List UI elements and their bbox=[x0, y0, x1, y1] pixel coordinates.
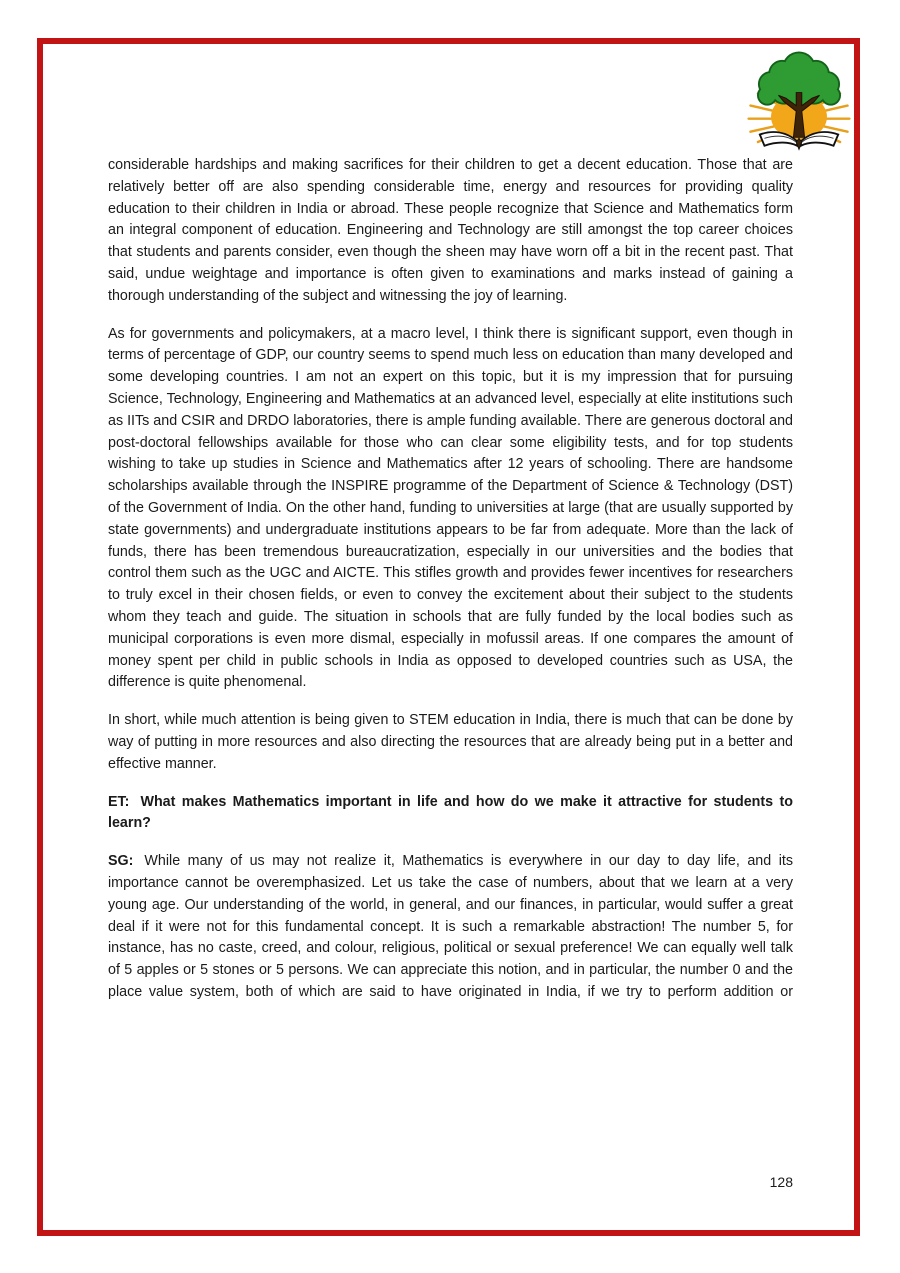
tree-book-logo-icon bbox=[742, 44, 856, 156]
interviewee-answer bbox=[108, 851, 793, 1004]
speaker-label-et: ET: bbox=[108, 793, 130, 810]
paragraph-stem-summary: In short, while much attention is being given to STEM education in India, there is much that can be done by way of putting in more resources and also directing the resources that are already being put in a better and effective manner. bbox=[108, 712, 793, 772]
answer-text: While many of us may not realize it, Mathematics is everywhere in our day to day life, and its importance cannot be overemphasized. Let us take the case of numbers, about that we learn at a very young age. Our understanding of the world, in general, and our finances, in particular, would suffer a great deal if it were not for this fundamental concept. It is such a remarkable abstraction! The number 5, for instance, has no caste, creed, and colour, religious, political or sexual preference! We can equally well talk of 5 apples or 5 stones or 5 persons. We can appreciate this notion, and in particular, the number 0 and the place value system, both of which are said to have originated in India, if we try to perform addition or bbox=[108, 853, 793, 1000]
page-body-text bbox=[108, 155, 793, 1020]
paragraph-government-funding: As for governments and policymakers, at a macro level, I think there is significant support, even though in terms of percentage of GDP, our country seems to spend much less on education than many developed and some developing countries. I am not an expert on this topic, but it is my impression that for pursuing Science, Technology, Engineering and Mathematics at an advanced level, especially at elite institutions such as IITs and CSIR and DRDO laboratories, there is ample funding available. There are generous doctoral and post-doctoral fellowships available for those who can clear some eligibility tests, and for top students wishing to take up studies in Science and Mathematics after 12 years of schooling. There are handsome scholarships available through the INSPIRE programme of the Department of Science & Technology (DST) of the Government of India. On the other hand, funding to universities at large (that are usually supported by state governments) and undergraduate institutions appears to be far from adequate. More than the lack of funds, there has been tremendous bureaucratization, especially in our universities and the bodies that control them such as the UGC and AICTE. This stifles growth and provides fewer incentives for researchers to truly excel in their chosen fields, or even to convey the excitement about their subject to the students whom they teach and guide. The situation in schools that are fully funded by the local bodies such as municipal corporations is even more dismal, especially in mofussil areas. If one compares the amount of money spent per child in public schools in India as opposed to developed countries such as USA, the difference is quite phenomenal. bbox=[108, 325, 793, 691]
interviewer-question bbox=[108, 792, 793, 836]
speaker-label-sg: SG: bbox=[108, 853, 134, 870]
paragraph-education-hardships: considerable hardships and making sacrifices for their children to get a decent education. Those that are relatively better off are also spending considerable time, energy and resources for providing quality education to their children in India or abroad. These people recognize that Science and Mathematics form an integral component of education. Engineering and Technology are still amongst the top career choices that students and parents consider, even though the sheen may have worn off a bit in the recent past. That said, undue weightage and importance is often given to examinations and marks instead of gaining a thorough understanding of the subject and witnessing the joy of learning. bbox=[108, 157, 793, 304]
question-text: What makes Mathematics important in life and how do we make it attractive for students to learn? bbox=[108, 793, 793, 832]
page-number: 128 bbox=[769, 1174, 793, 1190]
